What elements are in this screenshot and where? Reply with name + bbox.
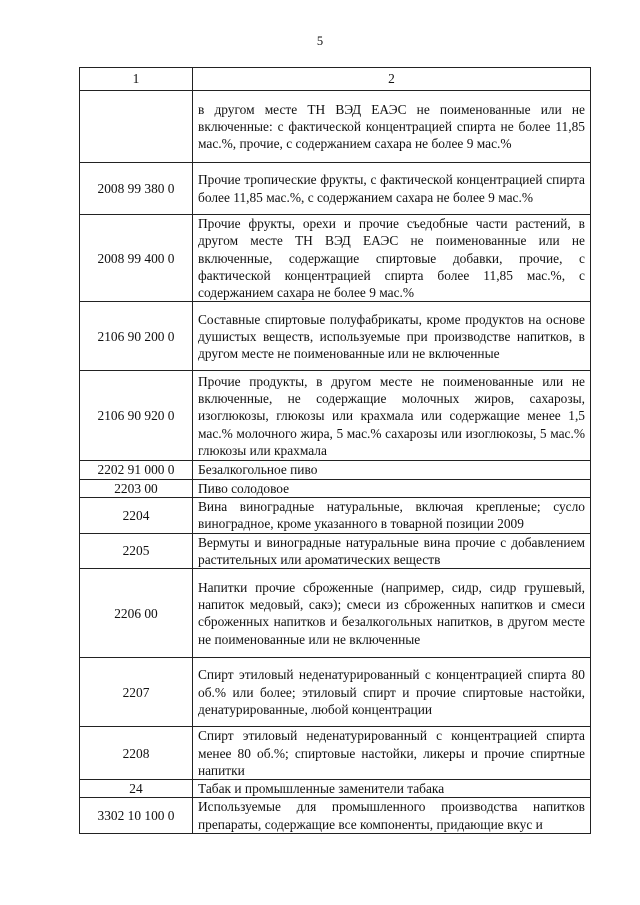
table-row: [80, 163, 591, 215]
row-code-cell: 2205: [80, 533, 193, 569]
table-row: [80, 371, 591, 461]
row-code-cell: 24: [80, 780, 193, 798]
row-description-cell: Прочие тропические фрукты, с фактической концентрацией спирта более 11,85 мас.%, с содержанием сахара не более 9 мас.%: [193, 163, 591, 215]
row-code-cell: 2203 00: [80, 479, 193, 497]
table-body: [80, 91, 591, 834]
table-row: [80, 727, 591, 780]
table-row: [80, 91, 591, 163]
row-code-cell: 2207: [80, 658, 193, 727]
row-description-cell: Прочие продукты, в другом месте не поименованные или не включенные, не содержащие молочных жиров, сахарозы, изоглюкозы, глюкозы или крахмала или содержащие менее 1,5 мас.% молочного жира, 5 мас.% сахарозы или изоглюкозы, 5 мас.% глюкозы или крахмала: [193, 371, 591, 461]
row-code-cell: 2008 99 380 0: [80, 163, 193, 215]
row-description-cell: Прочие фрукты, орехи и прочие съедобные части растений, в другом месте ТН ВЭД ЕАЭС не поименованные или не включенные, содержащие спиртовые добавки, прочие, с фактической концентрацией спирта более 11,85 мас.%, с содержанием сахара не более 9 мас.%: [193, 215, 591, 302]
row-description-cell: Пиво солодовое: [193, 479, 591, 497]
row-description-cell: Спирт этиловый неденатурированный с концентрацией спирта менее 80 об.%; спиртовые настойки, ликеры и прочие спиртные напитки: [193, 727, 591, 780]
row-description-cell: Безалкогольное пиво: [193, 461, 591, 479]
row-code-cell: 3302 10 100 0: [80, 798, 193, 834]
row-description-cell: Табак и промышленные заменители табака: [193, 780, 591, 798]
table-row: [80, 461, 591, 479]
row-code-cell: 2008 99 400 0: [80, 215, 193, 302]
row-description-cell: Используемые для промышленного производства напитков препараты, содержащие все компоненты, придающие вкус и: [193, 798, 591, 834]
table-row: [80, 215, 591, 302]
table-row: [80, 479, 591, 497]
table-row: [80, 658, 591, 727]
row-description-cell: Составные спиртовые полуфабрикаты, кроме продуктов на основе душистых веществ, используемые при производстве напитков, в другом месте не поименованные или не включенные: [193, 302, 591, 371]
row-code-cell: 2202 91 000 0: [80, 461, 193, 479]
page-number: 5: [316, 34, 324, 48]
table-row: [80, 533, 591, 569]
row-description-cell: Напитки прочие сброженные (например, сидр, сидр грушевый, напиток медовый, сакэ); смеси из сброженных напитков и смеси сброженных напитков и безалкогольных напитков, в другом месте не поименованные или не включенные: [193, 569, 591, 658]
row-description-cell: Вина виноградные натуральные, включая крепленые; сусло виноградное, кроме указанного в товарной позиции 2009: [193, 498, 591, 534]
tnved-code-table: [79, 67, 591, 834]
row-description-cell: Спирт этиловый неденатурированный с концентрацией спирта 80 об.% или более; этиловый спирт и прочие спиртовые настойки, денатурированные, любой концентрации: [193, 658, 591, 727]
row-code-cell: 2106 90 920 0: [80, 371, 193, 461]
table-row: [80, 780, 591, 798]
row-code-cell: 2208: [80, 727, 193, 780]
table-row: [80, 569, 591, 658]
table-row: [80, 798, 591, 834]
row-description-cell: в другом месте ТН ВЭД ЕАЭС не поименованные или не включенные: с фактической концентрацией спирта не более 11,85 мас.%, прочие, с содержанием сахара не более 9 мас.%: [193, 91, 591, 163]
column-header-description: 2: [193, 68, 591, 91]
table-row: [80, 498, 591, 534]
table-row: [80, 302, 591, 371]
column-header-code: 1: [80, 68, 193, 91]
row-description-cell: Вермуты и виноградные натуральные вина прочие с добавлением растительных или ароматических веществ: [193, 533, 591, 569]
row-code-cell: [80, 91, 193, 163]
row-code-cell: 2106 90 200 0: [80, 302, 193, 371]
row-code-cell: 2204: [80, 498, 193, 534]
row-code-cell: 2206 00: [80, 569, 193, 658]
table-header-row: [80, 68, 591, 91]
